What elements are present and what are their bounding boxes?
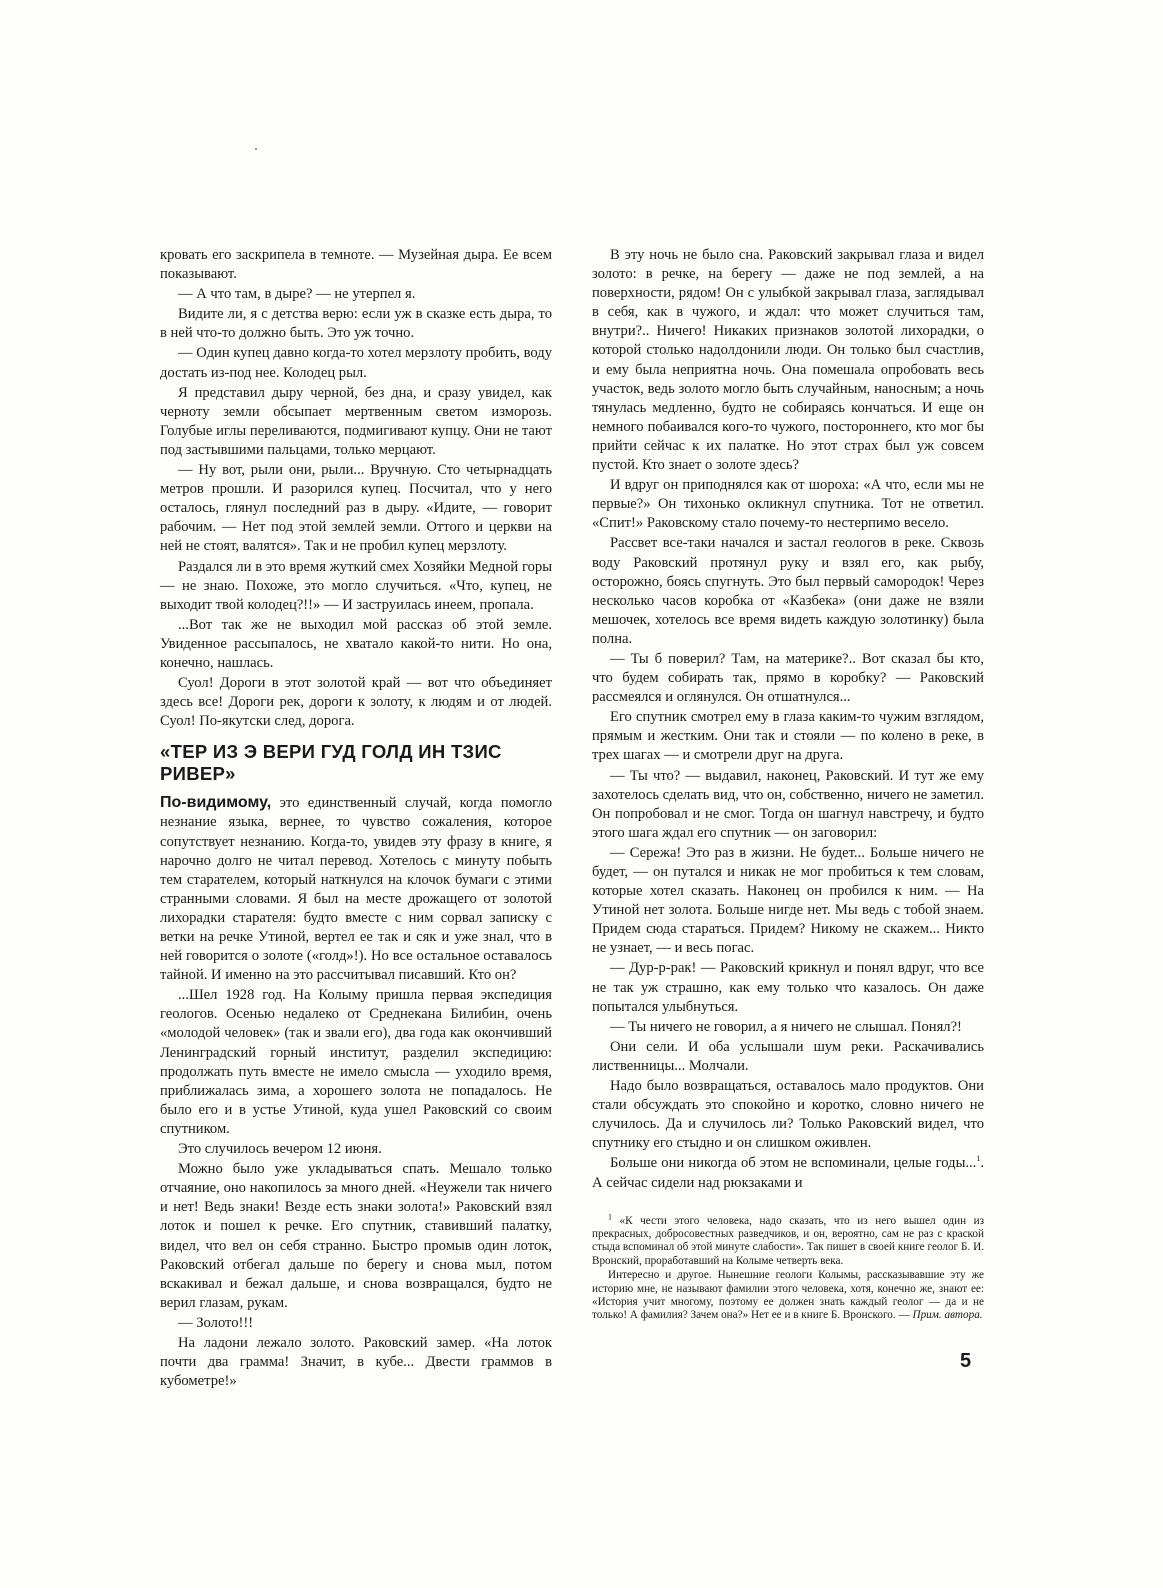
paragraph: ...Шел 1928 год. На Колыму пришла первая экспедиция геологов. Осенью недалеко от Среднекана Билибин, очень «молодой человек» (так и звали его), два года как окончивший Ленинградский горный институт, разделил экспедицию: продолжать путь вместе не имело смысла — уходило время, приближалась зима, а хорошего золота не попадалось. Не было его и в устье Утиной, куда ушел Раковский со своим спутником. <box>160 987 552 1137</box>
paragraph: Рассвет все-таки начался и застал геологов в реке. Сквозь воду Раковский протянул руку и взял его, как рыбу, осторожно, боясь спугнуть. Это был первый самородок! Через несколько часов коробка от «Казбека» (они даже не взяли мешочек, хотелось все время видеть каждую золотинку) была полна. <box>592 535 984 647</box>
paragraph: — Один купец давно когда-то хотел мерзлоту пробить, воду достать из-под нее. Колодец рыл. <box>160 345 553 381</box>
footnote <box>592 1269 984 1323</box>
paragraph-text: . А сейчас сидели над рюкзаками и <box>592 1155 984 1191</box>
author-note: Прим. автора. <box>912 1309 983 1322</box>
print-speck <box>255 148 257 150</box>
paragraph: Его спутник смотрел ему в глаза каким-то чужим взглядом, прямым и жестким. Они так и стояли — по колено в реке, в трех шагах — и смотрели друг на друга. <box>592 709 984 764</box>
paragraph: Они сели. И оба услышали шум реки. Раскачивались лиственницы... Молчали. <box>592 1038 984 1074</box>
paragraph: Я представил дыру черной, без дна, и сразу увидел, как черноту земли обсыпает мертвенным светом изморозь. Голубые иглы переливаются, подмигивают купцу. Они не тают под застывшими пальцами, только мерцают. <box>160 384 552 458</box>
paragraph: — Ты б поверил? Там, на материке?.. Вот сказал бы кто, что будем собирать так, прямо в коробку? — Раковский рассмеялся и оглянулся. Он отшатнулся... <box>592 650 984 706</box>
paragraph: Видите ли, я с детства верю: если уж в сказке есть дыра, то в ней что-то должно быть. Это уж точно. <box>160 306 552 342</box>
footnote-text: Интересно и другое. Нынешние геологи Колымы, рассказывавшие эту же историю мне, не называют фамилии этого человека, хотя, конечно же, знают ее: «История учит многому, поэтому ее должен знать каждый геолог — да и не только! А фамилия? Зачем она?» Нет ее и в книге Б. Вронского. — <box>592 1269 984 1322</box>
paragraph: Это случилось вечером 12 июня. <box>178 1141 382 1158</box>
paragraph: В эту ночь не было сна. Раковский закрывал глаза и видел золото: в речке, на берегу — даже не под землей, а на поверхности, рядом! Он с улыбкой закрывал глаза, заглядывал в себя, как в чужого, и ждал: что может случиться там, внутри?.. Ничего! Никаких признаков золотой лихорадки, о которой столько надолдонили люди. Он только был счастлив, и ему была неприятна ночь. Она помешала опробовать весь участок, ведь золото могло быть случайным, наносным; а ночь тянулась медленно, будто не собираясь кончаться. И еще он немного побаивался кого-то чужого, постороннего, кто мог бы прийти сейчас к их палатке. Но этот страх был уж совсем пустой. Кто знает о золоте здесь? <box>592 247 984 474</box>
footnote <box>592 1211 984 1269</box>
paragraph: — А что там, в дыре? — не утерпел я. <box>178 286 416 303</box>
paragraph: — Ты ничего не говорил, а я ничего не слышал. Понял?! <box>610 1018 962 1035</box>
paragraph-text: это единственный случай, когда помогло незнание языка, вернее, то чувство сожаления, которое сопутствует незнанию. Когда-то, увидев эту фразу в книге, я нарочно долго не читал перевод. Хотелось с минуту побыть тем старателем, который наткнулся на клочок бумаги с этими странными словами. Я был на месте дрожащего от золотой лихорадки старателя: будто вместе с ним сорвал записку с ветки на речке Утиной, вертел ее так и сяк и уже знал, что в ней говорится о золоте («голд»!). Но все остальное оставалось тайной. И именно на это рассчитывал писавший. Кто он? <box>160 795 552 984</box>
paragraph: кровать его заскрипела в темноте. — Музейная дыра. Ее всем показывают. <box>160 247 552 283</box>
paragraph: — Дур-р-рак! — Раковский крикнул и понял вдруг, что все не так уж страшно, как ему только что казалось. Он даже попытался улыбнуться. <box>592 960 984 1015</box>
paragraph: Надо было возвращаться, оставалось мало продуктов. Они стали обсуждать это спокойно и коротко, словно ничего не случилось. Да и случилось ли? Только Раковский видел, что спутнику его стыдно и он слишком оживлен. <box>592 1078 984 1152</box>
paragraph <box>592 1154 984 1192</box>
paragraph: Можно было уже укладываться спать. Мешало только отчаяние, оно накопилось за много дней. «Неужели так ничего и нет! Ведь знаки! Везде есть знаки золота!» Раковский взял лоток и пошел к речке. Его спутник, ставивший палатку, видел, что вел он себя странно. Быстро промыв один лоток, Раковский отбегал дальше по берегу и снова мыл, потом вскакивал и бежал дальше, и снова возвращался, будто не верил глазам, рукам. <box>160 1161 552 1311</box>
section-heading: «ТЕР ИЗ Э ВЕРИ ГУД ГОЛД ИН ТЗИС РИВЕР» <box>160 741 502 785</box>
footnote-ref[interactable]: 1 <box>976 1154 981 1164</box>
footnotes <box>592 1211 984 1323</box>
paragraph-text: Больше они никогда об этом не вспоминали, целые годы... <box>610 1155 977 1172</box>
paragraph <box>160 793 552 985</box>
right-column <box>592 246 984 1324</box>
page-number: 5 <box>960 1350 972 1372</box>
paragraph: Раздался ли в это время жуткий смех Хозяйки Медной горы — не знаю. Похоже, это могло случиться. «Что, купец, не выходит твой колодец?!!» — И заструилась инеем, пропала. <box>160 558 552 613</box>
paragraph: — Сережа! Это раз в жизни. Не будет... Больше ничего не будет, — он путался и никак не мог пробиться к тем словам, которые хотел сказать. Наконец он пробился к ним. — На Утиной нет золота. Больше нигде нет. Мы ведь с тобой знаем. Придем сюда стараться. Придем? Никому не скажем... Никто не узнает, — и весь погас. <box>592 844 984 957</box>
paragraph: — Золото!!! <box>178 1314 254 1331</box>
paragraph: На ладони лежало золото. Раковский замер. «На лоток почти два грамма! Значит, в кубе... Двести граммов в кубометре!» <box>160 1334 552 1390</box>
paragraph: И вдруг он приподнялся как от шороха: «А что, если мы не первые?» Он тихонько окликнул спутника. Тот не ответил. «Спит!» Раковскому стало почему-то нестерпимо весело. <box>592 477 984 532</box>
paragraph: — Ну вот, рыли они, рыли... Вручную. Сто четырнадцать метров прошли. И разорился купец. Посчитал, что у него осталось, глянул последний раз в дыру. «Идите, — говорит рабочим. — Нет под этой землей земли. Оттого и церкви на ней не стоят, валятся». Так и не пробил купец мерзлоту. <box>160 462 552 555</box>
lead-word: По-видимому, <box>160 794 272 812</box>
footnote-text: «К чести этого человека, надо сказать, что из него вышел один из прекрасных, добросовестных разведчиков, и он, вероятно, сам не раз с краской стыда вспоминал об этой минуте слабости». Так пишет в своей книге геолог Б. И. Вронский, проработавший на Колыме четверть века. <box>592 1214 984 1267</box>
paragraph: Суол! Дороги в этот золотой край — вот что объединяет здесь все! Дороги рек, дороги к золоту, к людям и от людей. Суол! По-якутски след, дорога. <box>160 675 552 730</box>
paragraph: — Ты что? — выдавил, наконец, Раковский. И тут же ему захотелось сделать вид, что он, собственно, ничего не заметил. Он попробовал и не смог. Тогда он шагнул навстречу, и будто этого шага ждал его спутник — он заговорил: <box>592 767 984 841</box>
paragraph: ...Вот так же не выходил мой рассказ об этой земле. Увиденное рассыпалось, не хватало какой-то нити. Но она, конечно, нашлась. <box>160 616 552 671</box>
left-column <box>160 246 552 1392</box>
footnote-mark: 1 <box>608 1211 612 1221</box>
